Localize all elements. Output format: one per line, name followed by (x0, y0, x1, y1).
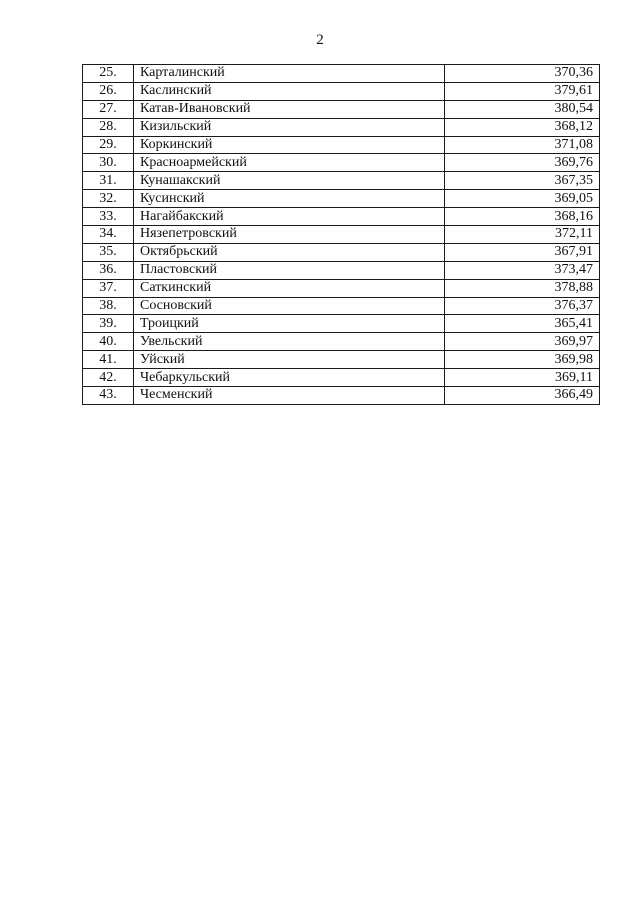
table-row (83, 100, 600, 118)
district-name: Кусинский (134, 190, 445, 208)
district-value: 369,11 (445, 369, 600, 387)
district-value: 368,16 (445, 208, 600, 226)
table-row (83, 387, 600, 405)
district-value: 371,08 (445, 136, 600, 154)
row-number: 32. (83, 190, 134, 208)
table-row (83, 65, 600, 83)
district-name: Кизильский (134, 118, 445, 136)
districts-table (82, 64, 600, 405)
row-number: 33. (83, 208, 134, 226)
table-row (83, 226, 600, 244)
district-name: Каслинский (134, 82, 445, 100)
district-value: 369,76 (445, 154, 600, 172)
district-name: Нязепетровский (134, 226, 445, 244)
row-number: 42. (83, 369, 134, 387)
table-row (83, 297, 600, 315)
row-number: 34. (83, 226, 134, 244)
row-number: 36. (83, 261, 134, 279)
district-name: Карталинский (134, 65, 445, 83)
district-name: Красноармейский (134, 154, 445, 172)
district-value: 367,35 (445, 172, 600, 190)
table-row (83, 136, 600, 154)
row-number: 25. (83, 65, 134, 83)
district-name: Саткинский (134, 279, 445, 297)
district-name: Катав-Ивановский (134, 100, 445, 118)
district-value: 365,41 (445, 315, 600, 333)
row-number: 40. (83, 333, 134, 351)
table-row (83, 279, 600, 297)
row-number: 35. (83, 243, 134, 261)
district-name: Сосновский (134, 297, 445, 315)
row-number: 43. (83, 387, 134, 405)
table-row (83, 82, 600, 100)
table-row (83, 118, 600, 136)
page-number: 2 (316, 32, 324, 48)
table-row (83, 315, 600, 333)
row-number: 29. (83, 136, 134, 154)
row-number: 38. (83, 297, 134, 315)
table-row (83, 154, 600, 172)
row-number: 26. (83, 82, 134, 100)
district-value: 372,11 (445, 226, 600, 244)
table-row (83, 369, 600, 387)
table-row (83, 243, 600, 261)
district-name: Чебаркульский (134, 369, 445, 387)
district-value: 380,54 (445, 100, 600, 118)
district-value: 367,91 (445, 243, 600, 261)
row-number: 28. (83, 118, 134, 136)
district-value: 369,97 (445, 333, 600, 351)
district-name: Троицкий (134, 315, 445, 333)
row-number: 27. (83, 100, 134, 118)
district-name: Чесменский (134, 387, 445, 405)
table-row (83, 333, 600, 351)
district-name: Пластовский (134, 261, 445, 279)
district-name: Увельский (134, 333, 445, 351)
row-number: 39. (83, 315, 134, 333)
table-row (83, 172, 600, 190)
district-value: 369,98 (445, 351, 600, 369)
row-number: 37. (83, 279, 134, 297)
district-value: 366,49 (445, 387, 600, 405)
row-number: 31. (83, 172, 134, 190)
district-value: 373,47 (445, 261, 600, 279)
district-name: Коркинский (134, 136, 445, 154)
district-name: Кунашакский (134, 172, 445, 190)
district-value: 368,12 (445, 118, 600, 136)
district-value: 370,36 (445, 65, 600, 83)
table-row (83, 261, 600, 279)
table-body (83, 65, 600, 405)
district-name: Уйский (134, 351, 445, 369)
table-row (83, 351, 600, 369)
district-value: 369,05 (445, 190, 600, 208)
district-name: Нагайбакский (134, 208, 445, 226)
district-value: 379,61 (445, 82, 600, 100)
row-number: 30. (83, 154, 134, 172)
district-name: Октябрьский (134, 243, 445, 261)
table-row (83, 208, 600, 226)
row-number: 41. (83, 351, 134, 369)
table-row (83, 190, 600, 208)
district-value: 378,88 (445, 279, 600, 297)
district-value: 376,37 (445, 297, 600, 315)
